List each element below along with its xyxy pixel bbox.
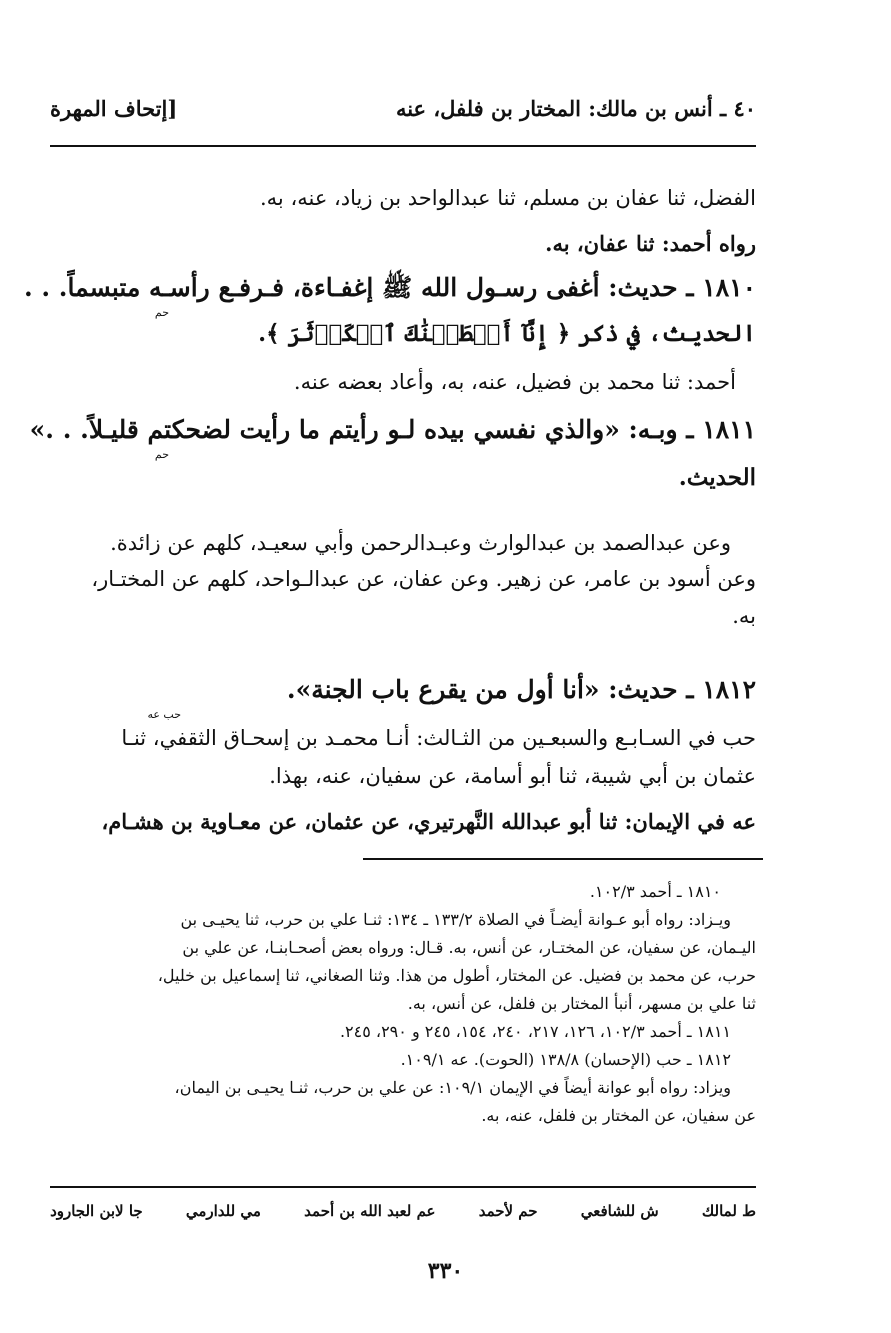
- hadith-1810-text: الحديث، في ذكر ﴿ إِنَّآ أَعۡطَيۡنَٰكَ ٱلۡكَوۡثَرَ ﴾.: [258, 320, 756, 347]
- hadith-1811-text: الحديث.: [678, 464, 756, 491]
- page-number: ٣٣٠: [427, 1258, 464, 1284]
- footnote-line: ١٨١٢ ـ حب (الإحسان) ١٣٨/٨ (الحوت). عه ١٠٩/١.: [400, 1050, 731, 1069]
- hadith-1812-heading: ١٨١٢ ـ حديث: «أنا أول من يقرع باب الجنة».: [286, 675, 756, 704]
- text-line: أحمد: ثنا محمد بن فضيل، عنه، به، وأعاد بعضه عنه.: [293, 370, 736, 394]
- text-line: به.: [732, 604, 756, 628]
- footnote-line: ثنا علي بن مسهر، أنبأ المختار بن فلفل، عن أنس، به.: [407, 994, 756, 1013]
- running-header-title: ٤٠ ـ أنس بن مالك: المختار بن فلفل، عنه: [395, 96, 756, 121]
- abbreviation-rule: [50, 1186, 756, 1188]
- footnote-line: حرب، عن محمد بن فضيل. عن المختار، أطول من هذا. وثنا الصغاني، ثنا إسماعيل بن خليل،: [157, 966, 756, 985]
- footnote-rule: [363, 858, 763, 860]
- abbreviation-item: ش للشافعي: [580, 1202, 659, 1220]
- text-line: حب في السـابـع والسبعـين من الثـالث: أنـا محمـد بن إسحـاق الثقفي، ثنـا: [121, 726, 756, 750]
- text-line: عثمان بن أبي شيبة، ثنا أبو أسامة، عن سفيان، عنه، بهذا.: [269, 764, 756, 788]
- footnote-line: ويـزاد: رواه أبو عـوانة أيضـاً في الصلاة ١٣٣/٢ ـ ١٣٤: ثنـا علي بن حرب، ثنا يحيـى بن: [180, 910, 731, 929]
- abbreviation-item: جا لابن الجارود: [50, 1202, 143, 1220]
- text-line: الفضل، ثنا عفان بن مسلم، ثنا عبدالواحد بن زياد، عنه، به.: [260, 186, 756, 210]
- hadith-1810-heading: ١٨١٠ ـ حديث: أغفى رسـول الله ﷺ إغفـاءة، فـرفـع رأسـه متبسماً. . .: [23, 273, 756, 302]
- running-header-book: [إتحاف المهرة: [50, 96, 178, 121]
- text-line: وعن أسود بن عامر، عن زهير. وعن عفان، عن عبدالـواحد، كلهم عن المختـار،: [91, 567, 756, 591]
- text-line: عه في الإيمان: ثنا أبو عبدالله النَّهرتيري، عن عثمان، عن معـاوية بن هشـام،: [101, 809, 756, 834]
- abbreviation-item: حم لأحمد: [478, 1202, 538, 1220]
- text-line: وعن عبدالصمد بن عبدالوارث وعبـدالرحمن وأبي سعيـد، كلهم عن زائدة.: [110, 531, 731, 555]
- hadith-1811-heading: ١٨١١ ـ وبـه: «والذي نفسي بيده لـو رأيتم ما رأيت لضحكتم قليـلاً. . .»: [29, 415, 756, 444]
- abbreviation-item: عم لعبد الله بن أحمد: [304, 1202, 436, 1220]
- header-rule: [50, 145, 756, 147]
- footnote-line: ١٨١١ ـ أحمد ١٠٢/٣، ١٢٦، ٢١٧، ٢٤٠، ١٥٤، ٢٤٥ و ٢٩٠، ٢٤٥.: [339, 1022, 731, 1041]
- source-siglum: حب عه: [147, 708, 181, 721]
- source-siglum: حم: [154, 448, 169, 461]
- source-siglum: حم: [154, 306, 169, 319]
- footnote-line: عن سفيان، عن المختار بن فلفل، عنه، به.: [481, 1106, 756, 1125]
- abbreviation-item: ط لمالك: [701, 1202, 756, 1220]
- footnote-line: ١٨١٠ ـ أحمد ١٠٢/٣.: [589, 882, 721, 901]
- footnote-line: اليـمان، عن سفيان، عن المختـار، عن أنس، به. قـال: ورواه بعض أصحـابنـا، عن علي بن: [182, 938, 756, 957]
- abbreviation-item: مي للدارمي: [185, 1202, 261, 1220]
- abbreviation-key: [50, 1202, 756, 1220]
- footnote-line: ويزاد: رواه أبو عوانة أيضاً في الإيمان ١٠٩/١: عن علي بن حرب، ثنـا يحيـى بن اليمان،: [174, 1078, 731, 1097]
- text-line: رواه أحمد: ثنا عفان، به.: [545, 231, 756, 256]
